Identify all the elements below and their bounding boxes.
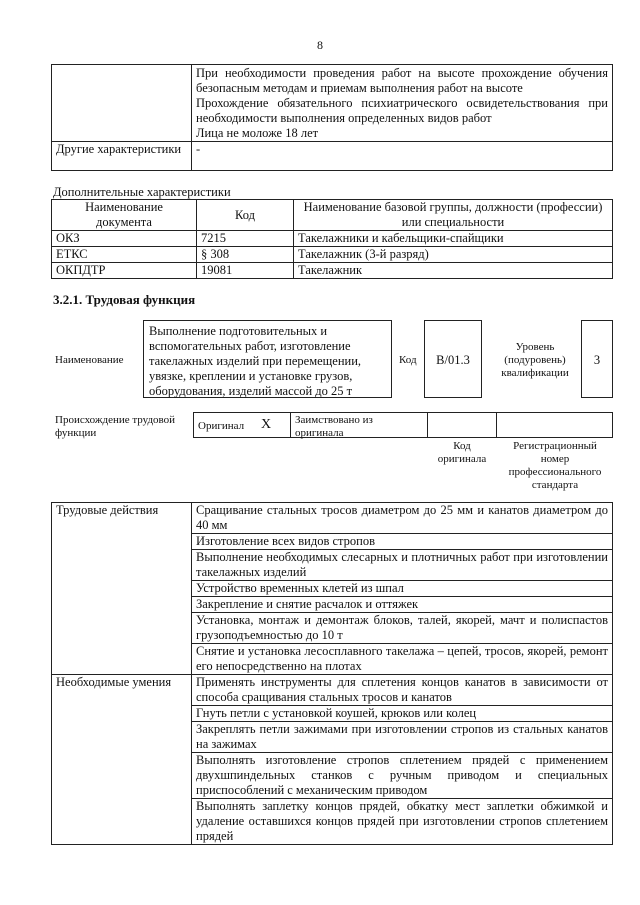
list-item: Устройство временных клетей из шпал <box>192 581 613 597</box>
requirement-line: Прохождение обязательного психиатрического освидетельствования при необходимости выполнения определенных видов работ <box>196 96 608 125</box>
table-cell: Такелажники и кабельщики-спайщики <box>294 231 613 247</box>
origin-label: Происхождение трудовой функции <box>55 414 176 439</box>
actions-label: Трудовые действия <box>52 503 192 675</box>
name-label: Наименование <box>55 354 124 366</box>
level-label: Уровень (подуровень) квалификации <box>501 341 569 379</box>
requirement-line: При необходимости проведения работ на высоте прохождение обучения безопасным методам и приемам выполнения работ на высоте <box>196 66 608 95</box>
divider <box>427 412 428 438</box>
divider <box>290 412 291 438</box>
section-heading: 3.2.1. Трудовая функция <box>53 292 196 307</box>
top-requirements-table <box>51 64 613 171</box>
list-item: Установка, монтаж и демонтаж блоков, талей, якорей, мачт и полиспастов грузоподъемностью до 10 т <box>192 613 613 644</box>
page-number: 8 <box>317 38 323 52</box>
table-cell: ОКПДТР <box>52 263 197 279</box>
list-item: Выполнение необходимых слесарных и плотничных работ при изготовлении такелажных изделий <box>192 550 613 581</box>
table-row <box>52 65 613 142</box>
skills-label: Необходимые умения <box>52 675 192 845</box>
level-box <box>581 320 613 398</box>
table-cell: ОКЗ <box>52 231 197 247</box>
table-cell: 7215 <box>197 231 294 247</box>
list-item: Выполнять заплетку концов прядей, обкатку мест заплетки обжимкой и удаление оставшихся концов прядей при изготовлении стропов сплетением прядей <box>192 799 613 845</box>
code-original-caption: Код оригинала <box>437 440 487 465</box>
table-cell: 19081 <box>197 263 294 279</box>
function-name-box <box>143 320 392 398</box>
functions-table <box>51 502 613 845</box>
list-item: Применять инструменты для сплетения концов канатов в зависимости от способа сращивания стальных тросов и канатов <box>192 675 613 706</box>
code-label: Код <box>399 354 417 366</box>
list-item: Гнуть петли с установкой коушей, крюков или колец <box>192 706 613 722</box>
list-item: Закрепление и снятие расчалок и оттяжек <box>192 597 613 613</box>
column-header: Наименование базовой группы, должности (профессии) или специальности <box>294 200 613 231</box>
divider <box>496 412 497 438</box>
table-row <box>52 263 613 279</box>
original-label: Оригинал <box>198 420 245 432</box>
list-item: Закреплять петли зажимами при изготовлении стропов из стальных канатов на зажимах <box>192 722 613 753</box>
original-mark: X <box>261 417 272 432</box>
borrowed-label: Заимствовано из оригинала <box>295 414 373 439</box>
table-header-row <box>52 200 613 231</box>
function-code: B/01.3 <box>436 353 470 367</box>
list-item: Выполнять изготовление стропов сплетением прядей с применением двухшпиндельных станков с ручным приводом и специальных приспособлений с механическим приводом <box>192 753 613 799</box>
column-header: Код <box>197 200 294 231</box>
function-name: Выполнение подготовительных и вспомогательных работ, изготовление такелажных изделий при перемещении, увязке, креплении и установке грузов, оборудования, изделий массой до 25 т <box>149 324 362 398</box>
table-row <box>52 503 613 534</box>
table-cell: Такелажник (3-й разряд) <box>294 247 613 263</box>
table-cell: ЕТКС <box>52 247 197 263</box>
level-value: 3 <box>593 353 601 367</box>
list-item: Снятие и установка лесосплавного такелажа – цепей, тросов, якорей, ремонт его непосредственно на плотах <box>192 644 613 675</box>
code-box <box>424 320 482 398</box>
list-item: Изготовление всех видов стропов <box>192 534 613 550</box>
table-row <box>52 142 613 171</box>
requirement-line: Лица не моложе 18 лет <box>196 126 319 140</box>
table-cell: Такелажник <box>294 263 613 279</box>
additional-title: Дополнительные характеристики <box>53 185 231 199</box>
table-row <box>52 675 613 706</box>
other-value: - <box>192 142 613 171</box>
table-cell: § 308 <box>197 247 294 263</box>
requirements-cell <box>192 65 613 142</box>
list-item: Сращивание стальных тросов диаметром до 25 мм и канатов диаметром до 40 мм <box>192 503 613 534</box>
registration-caption: Регистрационный номер профессионального стандарта <box>508 440 602 491</box>
additional-table <box>51 199 613 279</box>
column-header: Наименование документа <box>52 200 197 231</box>
table-row <box>52 247 613 263</box>
other-label: Другие характеристики <box>52 142 192 171</box>
table-row <box>52 231 613 247</box>
